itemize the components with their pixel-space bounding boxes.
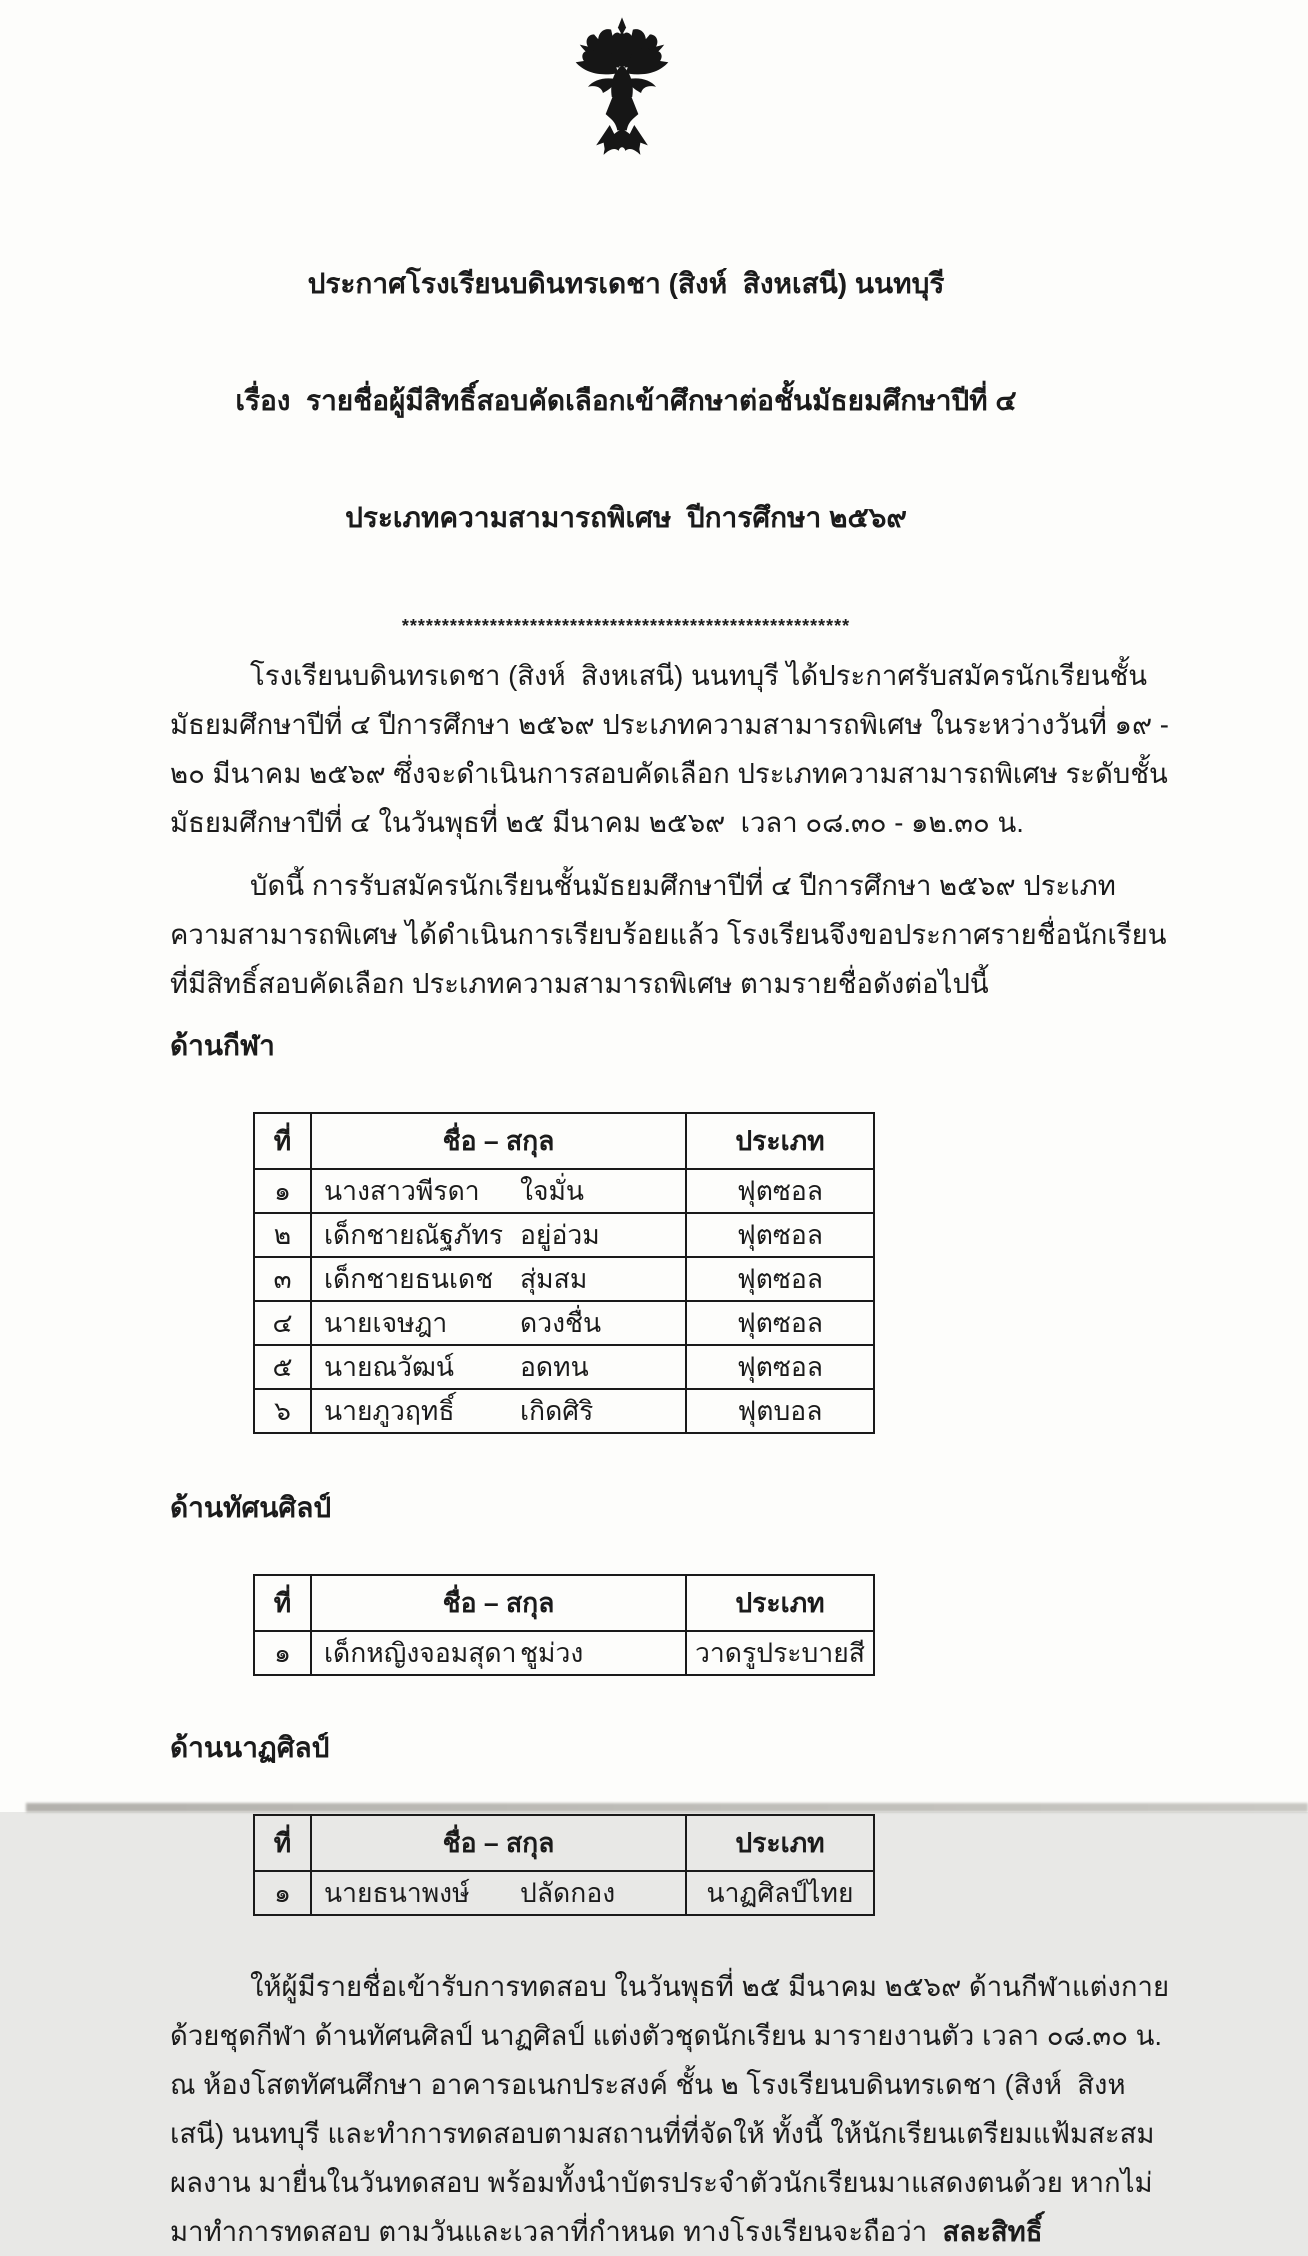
section-heading-visual-arts: ด้านทัศนศิลป์ <box>170 1492 332 1523</box>
table-row <box>254 1389 874 1433</box>
column-header-category: ประเภท <box>686 1815 874 1871</box>
row-category: ฟุตซอล <box>686 1213 874 1257</box>
table-header-row <box>254 1575 874 1631</box>
first-name: นางสาวพีรดา <box>324 1176 480 1206</box>
table-row <box>254 1631 874 1675</box>
table-header-row <box>254 1815 874 1871</box>
first-name: เด็กชายธนเดช <box>324 1264 494 1294</box>
row-name <box>311 1871 686 1915</box>
closing-emphasis: สละสิทธิ์ <box>942 2216 1043 2247</box>
table-row <box>254 1871 874 1915</box>
dance-roster-table <box>253 1814 875 1916</box>
section-heading-dance: ด้านนาฏศิลป์ <box>170 1732 330 1763</box>
column-header-name: ชื่อ – สกุล <box>311 1575 686 1631</box>
paragraph-result-notice: บัดนี้ การรับสมัครนักเรียนชั้นมัธยมศึกษาปีที่ ๔ ปีการศึกษา ๒๕๖๙ ประเภทความสามารถพิเศษ ได้ดำเนินการเรียบร้อยแล้ว โรงเรียนจึงขอประกาศรายชื่อนักเรียนที่มีสิทธิ์สอบคัดเลือก ประเภทความสามารถพิเศษ ตามรายชื่อดังต่อไปนี้ <box>170 870 1167 999</box>
first-name: เด็กชายณัฐภัทร <box>324 1220 504 1250</box>
row-number: ๖ <box>254 1389 311 1433</box>
row-name <box>311 1389 686 1433</box>
row-category: ฟุตซอล <box>686 1169 874 1213</box>
column-header-no: ที่ <box>254 1815 311 1871</box>
column-header-no: ที่ <box>254 1113 311 1169</box>
column-header-category: ประเภท <box>686 1113 874 1169</box>
title-line-3: ประเภทความสามารถพิเศษ ปีการศึกษา ๒๕๖๙ <box>345 502 907 533</box>
last-name: ชูม่วง <box>520 1638 584 1668</box>
table-header-row <box>254 1113 874 1169</box>
row-number: ๑ <box>254 1631 311 1675</box>
column-header-category: ประเภท <box>686 1575 874 1631</box>
title-line-2: เรื่อง รายชื่อผู้มีสิทธิ์สอบคัดเลือกเข้าศึกษาต่อชั้นมัธยมศึกษาปีที่ ๔ <box>235 385 1017 416</box>
last-name: ปลัดกอง <box>520 1878 616 1908</box>
row-name <box>311 1631 686 1675</box>
row-category: ฟุตบอล <box>686 1389 874 1433</box>
row-category: นาฏศิลป์ไทย <box>686 1871 874 1915</box>
row-number: ๕ <box>254 1345 311 1389</box>
section-heading-sports: ด้านกีฬา <box>170 1030 275 1061</box>
sports-roster-table <box>253 1112 875 1434</box>
column-header-no: ที่ <box>254 1575 311 1631</box>
document-body <box>170 651 1177 2256</box>
paragraph-closing <box>170 1962 1170 2256</box>
row-name <box>311 1345 686 1389</box>
visual-arts-roster-table <box>253 1574 875 1676</box>
row-number: ๓ <box>254 1257 311 1301</box>
row-category: วาดรูประบายสี <box>686 1631 874 1675</box>
table-row <box>254 1301 874 1345</box>
row-name <box>311 1213 686 1257</box>
row-category: ฟุตซอล <box>686 1257 874 1301</box>
document-title-block <box>0 186 1280 615</box>
garuda-emblem-icon <box>0 0 1276 176</box>
row-number: ๒ <box>254 1213 311 1257</box>
row-number: ๔ <box>254 1301 311 1345</box>
row-category: ฟุตซอล <box>686 1301 874 1345</box>
paragraph-announcement: โรงเรียนบดินทรเดชา (สิงห์ สิงหเสนี) นนทบุรี ได้ประกาศรับสมัครนักเรียนชั้นมัธยมศึกษาปีที่ ๔ ปีการศึกษา ๒๕๖๙ ประเภทความสามารถพิเศษ ในระหว่างวันที่ ๑๙ - ๒๐ มีนาคม ๒๕๖๙ ซึ่งจะดำเนินการสอบคัดเลือก ประเภทความสามารถพิเศษ ระดับชั้นมัธยมศึกษาปีที่ ๔ ในวันพุธที่ ๒๕ มีนาคม ๒๕๖๙ เวลา ๐๘.๓๐ - ๑๒.๓๐ น. <box>170 660 1177 838</box>
table-row <box>254 1169 874 1213</box>
table-row <box>254 1345 874 1389</box>
first-name: นายธนาพงษ์ <box>324 1878 470 1908</box>
last-name: ใจมั่น <box>520 1176 585 1206</box>
last-name: เกิดศิริ <box>520 1396 594 1426</box>
row-name <box>311 1169 686 1213</box>
row-number: ๑ <box>254 1871 311 1915</box>
last-name: อดทน <box>520 1352 589 1382</box>
asterisk-divider: ******************************************************** <box>401 616 851 636</box>
first-name: นายณวัฒน์ <box>324 1352 455 1382</box>
first-name: เด็กหญิงจอมสุดา <box>324 1638 517 1668</box>
last-name: ดวงชื่น <box>520 1308 602 1338</box>
title-line-1: ประกาศโรงเรียนบดินทรเดชา (สิงห์ สิงหเสนี) นนทบุรี <box>307 268 945 299</box>
column-header-name: ชื่อ – สกุล <box>311 1113 686 1169</box>
row-name <box>311 1301 686 1345</box>
first-name: นายเจษฎา <box>324 1308 448 1338</box>
first-name: นายภูวฤทธิ์ <box>324 1396 455 1426</box>
table-row <box>254 1257 874 1301</box>
scan-edge-artifact <box>26 1803 1308 1812</box>
table-row <box>254 1213 874 1257</box>
row-category: ฟุตซอล <box>686 1345 874 1389</box>
row-name <box>311 1257 686 1301</box>
row-number: ๑ <box>254 1169 311 1213</box>
column-header-name: ชื่อ – สกุล <box>311 1815 686 1871</box>
closing-text: ให้ผู้มีรายชื่อเข้ารับการทดสอบ ในวันพุธที่ ๒๕ มีนาคม ๒๕๖๙ ด้านกีฬาแต่งกายด้วยชุดกีฬา ด้านทัศนศิลป์ นาฏศิลป์ แต่งตัวชุดนักเรียน มารายงานตัว เวลา ๐๘.๓๐ น. ณ ห้องโสตทัศนศึกษา อาคารอเนกประสงค์ ชั้น ๒ โรงเรียนบดินทรเดชา (สิงห์ สิงหเสนี) นนทบุรี และทำการทดสอบตามสถานที่ที่จัดให้ ทั้งนี้ ให้นักเรียนเตรียมแฟ้มสะสมผลงาน มายื่นในวันทดสอบ พร้อมทั้งนำบัตรประจำตัวนักเรียนมาแสดงตนด้วย หากไม่มาทำการทดสอบ ตามวันและเวลาที่กำหนด ทางโรงเรียนจะถือว่า <box>170 1971 1170 2247</box>
last-name: สุ่มสม <box>520 1264 588 1294</box>
last-name: อยู่อ่วม <box>520 1220 600 1250</box>
